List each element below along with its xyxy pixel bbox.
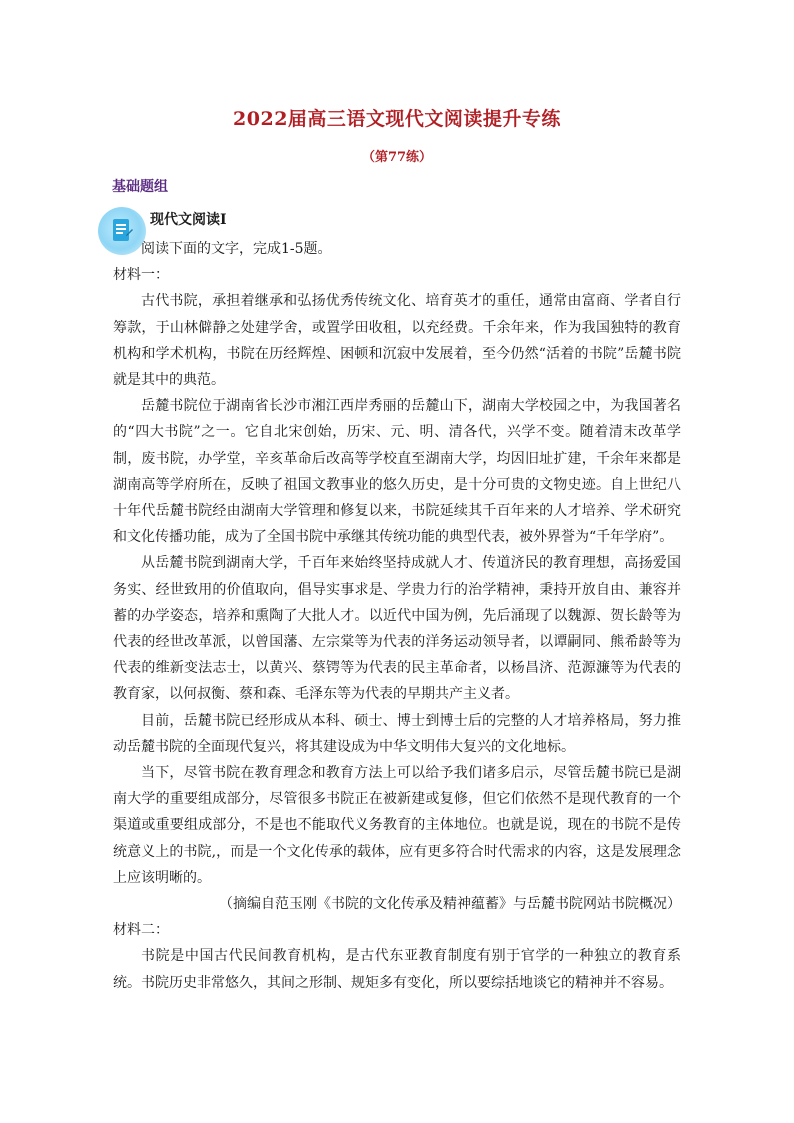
group-heading: 基础题组	[112, 179, 168, 195]
document-subtitle: （第77练）	[361, 150, 433, 165]
material2-label: 材料二：	[113, 922, 169, 939]
source-citation: （摘编自范玉刚《书院的文化传承及精神蕴蓄》与岳麓书院网站书院概况）	[219, 896, 681, 913]
document-title: 2022届高三语文现代文阅读提升专练	[233, 108, 561, 130]
section-heading: 现代文阅读Ⅰ	[150, 212, 227, 228]
paragraph: 书院是中国古代民间教育机构，是古代东亚教育制度有别于官学的一种独立的教育系统。书院历史非常悠久，其间之形制、规矩多有变化，所以要综括地谈它的精神并不容易。	[113, 948, 681, 991]
paragraph: 古代书院，承担着继承和弘扬优秀传统文化、培育英才的重任，通常由富商、学者自行筹款，于山林僻静之处建学舍，或置学田收租，以充经费。千余年来，作为我国独特的教育机构和学术机构，书院在历经辉煌、困顿和沉寂中发展着，至今仍然“活着的书院”岳麓书院就是其中的典范。	[113, 293, 681, 389]
material1-label: 材料一：	[113, 267, 169, 284]
instruction: 阅读下面的文字，完成1-5题。	[141, 241, 332, 257]
paragraph: 当下，尽管书院在教育理念和教育方法上可以给予我们诸多启示，尽管岳麓书院已是湖南大学的重要组成部分，尽管很多书院正在被新建或复修，但它们依然不是现代教育的一个渠道或重要组成部分，不是也不能取代义务教育的主体地位。也就是说，现在的书院不是传统意义上的书院,，而是一个文化传承的载体，应有更多符合时代需求的内容，这是发展理念上应该明晰的。	[113, 765, 681, 886]
body-text	[113, 236, 681, 996]
paragraph: 从岳麓书院到湖南大学，千百年来始终坚持成就人才、传道济民的教育理想，高扬爱国务实、经世致用的价值取向，倡导实事求是、学贵力行的治学精神，秉持开放自由、兼容并蓄的办学姿态，培养和熏陶了大批人才。以近代中国为例，先后涌现了以魏源、贺长龄等为代表的经世改革派，以曾国藩、左宗棠等为代表的洋务运动领导者，以谭嗣同、熊希龄等为代表的维新变法志士，以黄兴、蔡锷等为代表的民主革命者，以杨昌济、范源濂等为代表的教育家，以何叔衡、蔡和森、毛泽东等为代表的早期共产主义者。	[113, 555, 681, 703]
paragraph: 目前，岳麓书院已经形成从本科、硕士、博士到博士后的完整的人才培养格局，努力推动岳麓书院的全面现代复兴，将其建设成为中华文明伟大复兴的文化地标。	[113, 712, 681, 755]
paragraph: 岳麓书院位于湖南省长沙市湘江西岸秀丽的岳麓山下，湖南大学校园之中，为我国著名的“四大书院”之一。它自北宋创始，历宋、元、明、清各代，兴学不变。随着清末改革学制，废书院，办学堂，辛亥革命后改高等学校直至湖南大学，均因旧址扩建，千余年来都是湖南高等学府所在，反映了祖国文教事业的悠久历史，是十分可贵的文物史迹。自上世纪八十年代岳麓书院经由湖南大学管理和修复以来，书院延续其千百年来的人才培养、学术研究和文化传播功能，成为了全国书院中承继其传统功能的典型代表，被外界誉为“千年学府”。	[113, 398, 681, 546]
